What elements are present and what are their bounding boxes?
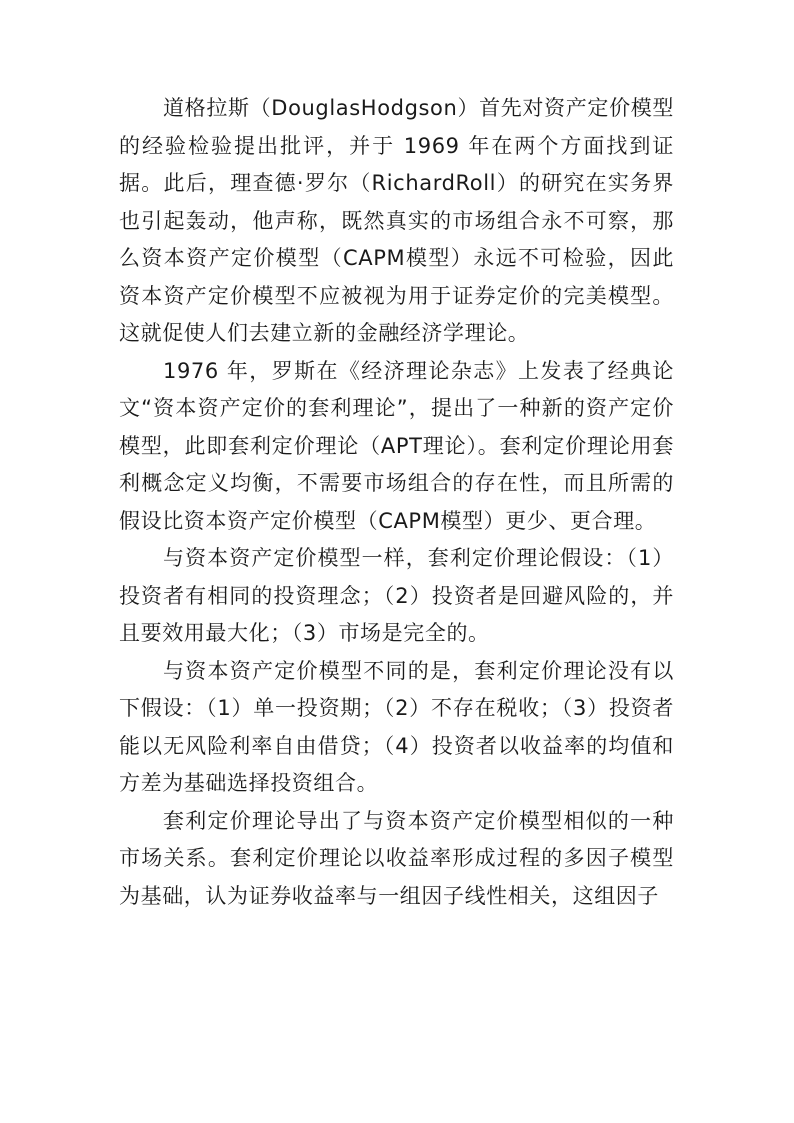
paragraph-apt-assumptions: 与资本资产定价模型一样，套利定价理论假设：（1）投资者有相同的投资理念；（2）投资者是回避风险的，并且要效用最大化；（3）市场是完全的。: [119, 546, 674, 645]
paragraph-apt-market-relation: 套利定价理论导出了与资本资产定价模型相似的一种市场关系。套利定价理论以收益率形成过程的多因子模型为基础，认为证券收益率与一组因子线性相关，这组因子: [119, 808, 674, 908]
paragraph-ross-apt-1976: 1976 年，罗斯在《经济理论杂志》上发表了经典论文“资本资产定价的套利理论”，提出了一种新的资产定价模型，此即套利定价理论（APT理论）。套利定价理论用套利概念定义均衡，不需要市场组合的存在性，而且所需的假设比资本资产定价模型（CAPM模型）更少、更合理。: [119, 358, 674, 533]
document-body: [119, 90, 674, 915]
paragraph-apt-differences: 与资本资产定价模型不同的是，套利定价理论没有以下假设：（1）单一投资期；（2）不存在税收；（3）投资者能以无风险利率自由借贷；（4）投资者以收益率的均值和方差为基础选择投资组合。: [119, 658, 674, 795]
paragraph-hodgson-roll-critique: 道格拉斯（DouglasHodgson）首先对资产定价模型的经验检验提出批评，并于 1969 年在两个方面找到证据。此后，理查德·罗尔（RichardRoll）的研究在实务界也引起轰动，他声称，既然真实的市场组合永不可察，那么资本资产定价模型（CAPM模型）永远不可检验，因此资本资产定价模型不应被视为用于证券定价的完美模型。这就促使人们去建立新的金融经济学理论。: [119, 96, 674, 345]
